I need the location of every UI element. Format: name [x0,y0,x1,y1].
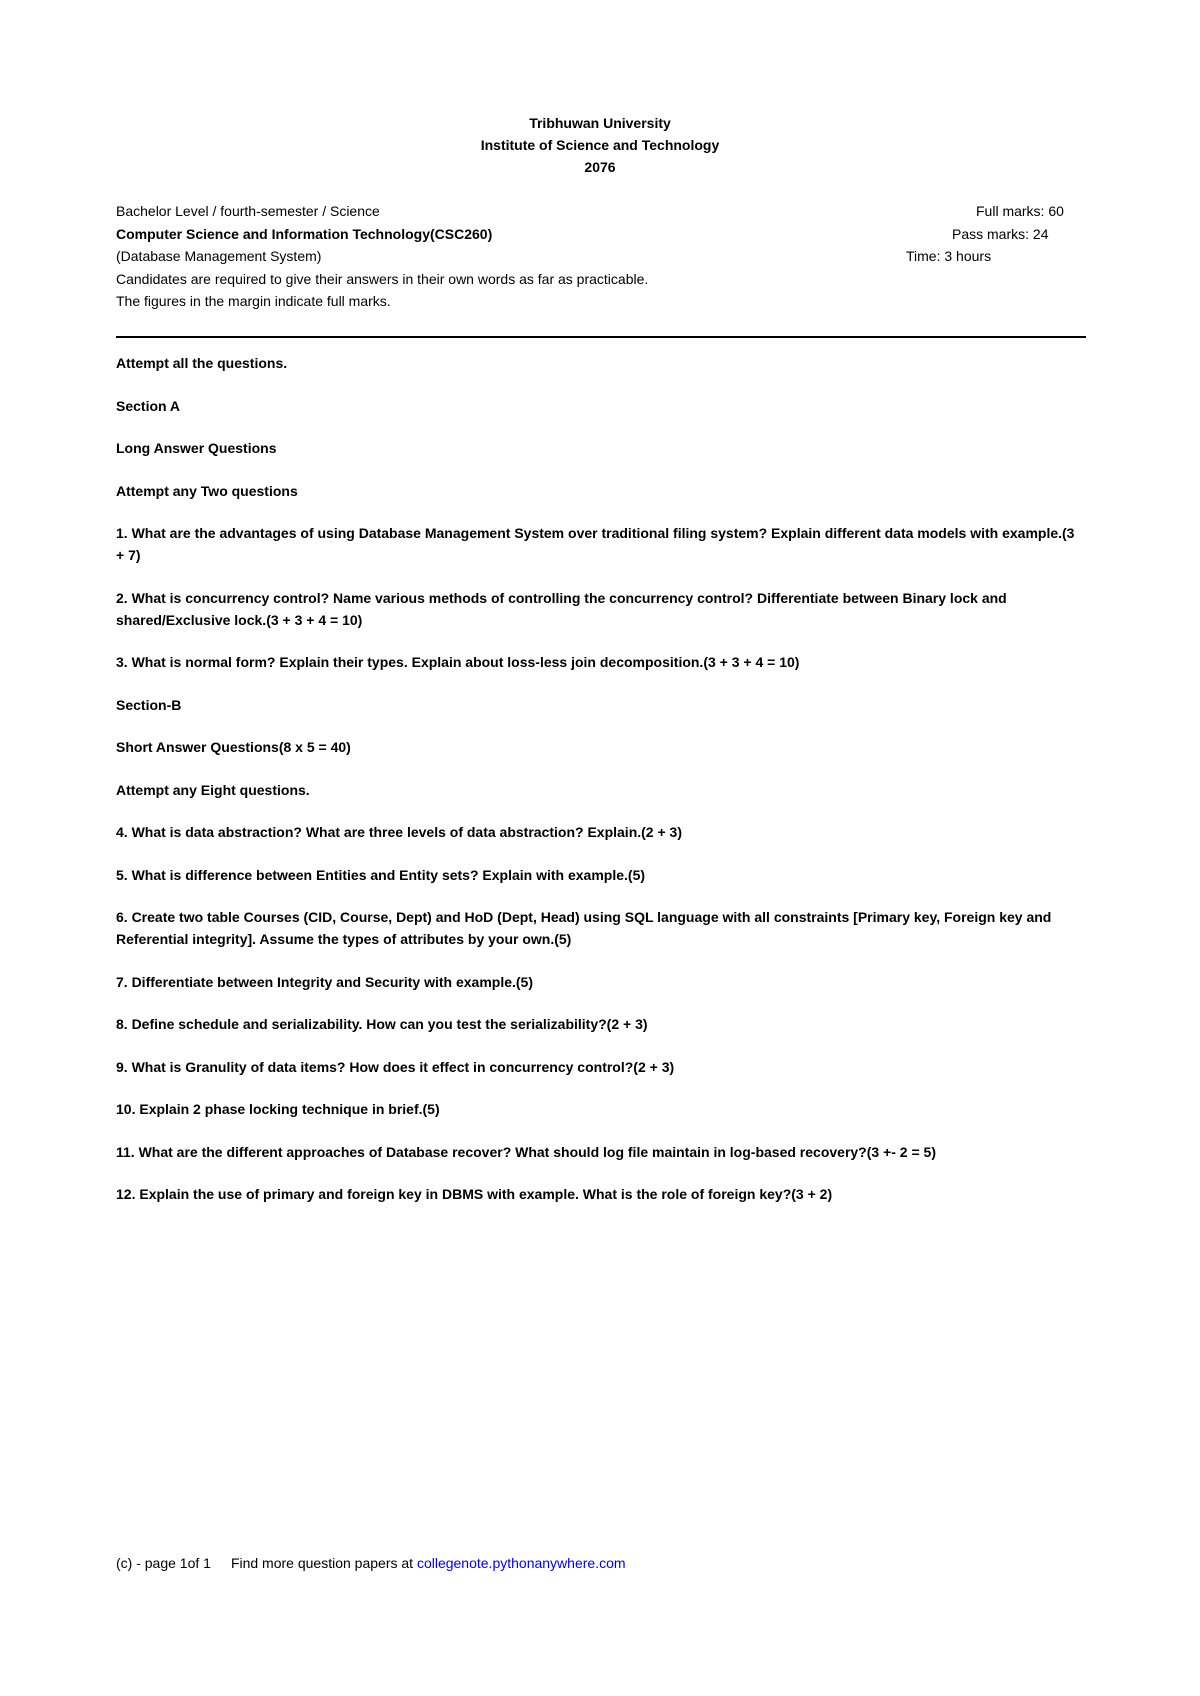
attempt-two-instruction: Attempt any Two questions [116,482,298,499]
institute-name: Institute of Science and Technology [480,137,720,153]
header-divider [116,336,1086,338]
meta-row-instruction1 [116,268,1056,291]
question-6: 6. Create two table Courses (CID, Course, Dept) and HoD (Dept, Head) using SQL language with all constraints [Primary key, Foreign key and Referential integrity]. Assume the types of attributes by your own.(5) [116,909,1052,947]
section-b-heading: Section-B [116,696,182,713]
full-marks: Full marks: 60 [976,203,1064,219]
section-a-heading: Section A [116,397,181,414]
question-12: 12. Explain the use of primary and foreign key in DBMS with example. What is the role of foreign key?(3 + 2) [116,1186,833,1202]
instruction-own-words: Candidates are required to give their answers in their own words as far as practicable. [116,270,649,287]
attempt-all-instruction: Attempt all the questions. [116,355,288,371]
attempt-eight-instruction: Attempt any Eight questions. [116,781,310,798]
questions-body [116,352,1086,1226]
subject-name: (Database Management System) [116,248,322,264]
find-more-text: Find more question papers at [230,1555,414,1571]
question-10: 10. Explain 2 phase locking technique in brief.(5) [116,1101,440,1117]
exam-year: 2076 [584,159,616,175]
long-answer-heading: Long Answer Questions [116,440,277,456]
paper-header [0,112,1200,178]
exam-meta [116,200,1064,313]
meta-row-course [116,223,1056,246]
meta-row-subject [116,245,1056,268]
question-8: 8. Define schedule and serializability. How can you test the serializability?(2 + 3) [116,1016,648,1032]
question-3: 3. What is normal form? Explain their types. Explain about loss-less join decomposition.(3 + 3 + 4 = 10) [116,654,800,670]
question-11: 11. What are the different approaches of Database recover? What should log file maintain in log-based recovery?(3 +- 2 = 5) [116,1143,936,1160]
question-4: 4. What is data abstraction? What are three levels of data abstraction? Explain.(2 + 3) [116,824,682,840]
level-text: Bachelor Level / fourth-semester / Science [116,203,380,219]
collegenote-link[interactable]: collegenote.pythonanywhere.com [416,1555,626,1571]
exam-time: Time: 3 hours [906,248,992,264]
question-1: 1. What are the advantages of using Database Management System over traditional filing system? Explain different data models with example.(3 + 7) [116,525,1075,563]
page-number: (c) - page 1of 1 [116,1555,211,1571]
question-9: 9. What is Granulity of data items? How does it effect in concurrency control?(2 + 3) [116,1058,675,1075]
short-answer-heading: Short Answer Questions(8 x 5 = 40) [116,739,351,755]
instruction-margin-marks: The figures in the margin indicate full marks. [116,293,391,309]
university-name: Tribhuwan University [529,115,671,131]
meta-row-level [116,200,1064,223]
question-2: 2. What is concurrency control? Name various methods of controlling the concurrency control? Differentiate between Binary lock and shared/Exclusive lock.(3 + 3 + 4 = 10) [116,589,1007,628]
question-7: 7. Differentiate between Integrity and Security with example.(5) [116,973,533,990]
question-5: 5. What is difference between Entities and Entity sets? Explain with example.(5) [116,866,646,883]
course-title: Computer Science and Information Technology(CSC260) [116,225,493,242]
page-footer [116,1555,626,1571]
meta-row-instruction2 [116,290,1056,313]
pass-marks: Pass marks: 24 [952,225,1049,242]
